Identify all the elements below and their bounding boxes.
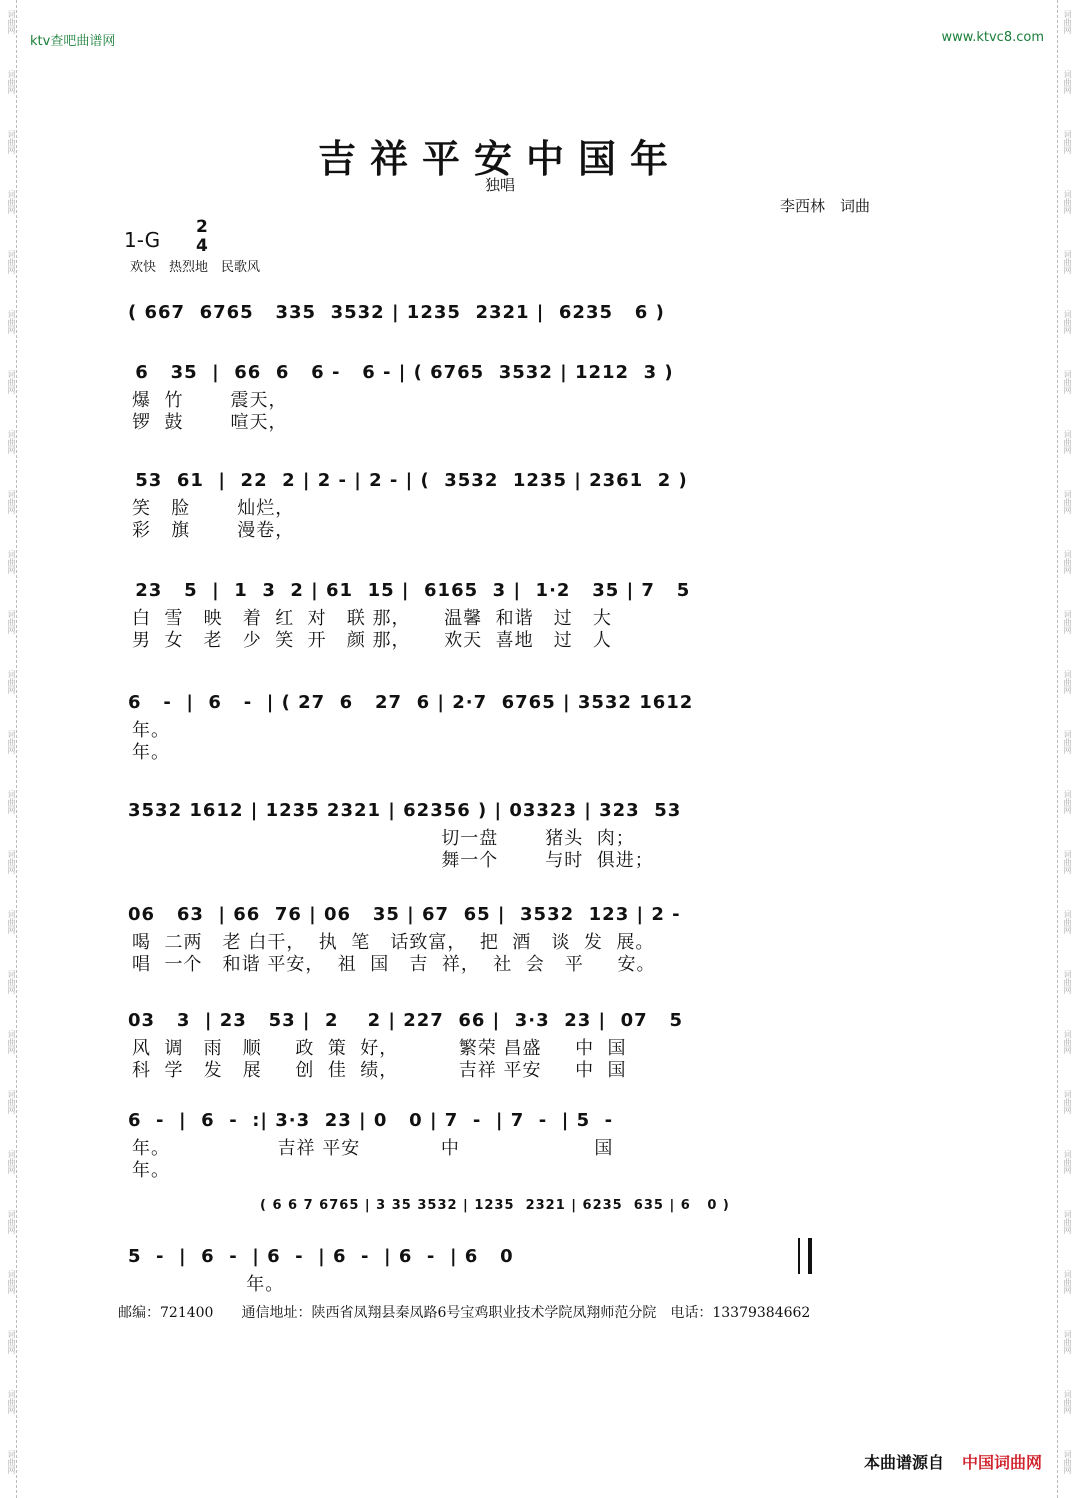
notation: 3532 1612 | 1235 2321 | 62356 ) | 03323 | 323 53 bbox=[128, 800, 682, 821]
lyric-verse-1: 年。 吉祥 平安 中 国 bbox=[132, 1138, 614, 1159]
edge-watermark-text: 词曲网 bbox=[1063, 490, 1072, 514]
contact-info: 邮编：721400 通信地址：陕西省凤翔县秦凤路6号宝鸡职业技术学院凤翔师范分院 电话：13379384662 bbox=[118, 1305, 811, 1321]
edge-watermark-text: 词曲网 bbox=[1063, 910, 1072, 934]
lyric-verse-1: 白 雪 映 着 红 对 联 那， 温馨 和谐 过 大 bbox=[132, 608, 612, 629]
notation: 6 35 | 66 6 6 - 6 - | ( 6765 3532 | 1212 3 ) bbox=[128, 362, 674, 383]
edge-watermark-text: 词曲网 bbox=[1063, 1450, 1072, 1474]
lyric-verse-2: 彩 旗 漫卷， bbox=[132, 520, 295, 541]
lyric-verse-1: 笑 脸 灿烂， bbox=[132, 498, 295, 519]
edge-watermark-text: 词曲网 bbox=[1063, 610, 1072, 634]
edge-watermark-text: 词曲网 bbox=[7, 190, 16, 214]
edge-watermark-text: 词曲网 bbox=[1063, 670, 1072, 694]
edge-watermark-text: 词曲网 bbox=[1063, 790, 1072, 814]
lyric-verse-2: 锣 鼓 喧天， bbox=[132, 412, 288, 433]
lyric-verse-2: 舞一个 与时 俱进； bbox=[132, 850, 654, 871]
edge-watermark-text: 词曲网 bbox=[1063, 970, 1072, 994]
interlude-notation: ( 6 6 7 6765 | 3 35 3532 | 1235 2321 | 6235 635 | 6 0 ) bbox=[260, 1198, 730, 1213]
edge-watermark-text: 词曲网 bbox=[7, 1390, 16, 1414]
song-title: 吉祥平安中国年 bbox=[317, 137, 682, 181]
edge-watermark-text: 词曲网 bbox=[7, 610, 16, 634]
edge-watermark-text: 词曲网 bbox=[7, 130, 16, 154]
notation: 06 63 | 66 76 | 06 35 | 67 65 | 3532 123 | 2 - bbox=[128, 904, 681, 925]
edge-watermark-text: 词曲网 bbox=[7, 70, 16, 94]
edge-watermark-text: 词曲网 bbox=[7, 430, 16, 454]
edge-watermark-text: 词曲网 bbox=[1063, 730, 1072, 754]
edge-watermark-text: 词曲网 bbox=[7, 550, 16, 574]
edge-watermark-text: 词曲网 bbox=[7, 850, 16, 874]
notation: 53 61 | 22 2 | 2 - | 2 - | ( 3532 1235 | 2361 2 ) bbox=[128, 470, 688, 491]
source-site-link[interactable]: 中国词曲网 bbox=[961, 1453, 1042, 1472]
notation: 6 - | 6 - :| 3·3 23 | 0 0 | 7 - | 7 - | 5 - bbox=[128, 1110, 614, 1131]
right-edge-watermark bbox=[1057, 0, 1072, 1498]
edge-watermark-text: 词曲网 bbox=[1063, 130, 1072, 154]
lyric-verse-1: 切一盘 猪头 肉； bbox=[132, 828, 635, 849]
notation: 23 5 | 1 3 2 | 61 15 | 6165 3 | 1·2 35 | 7 5 bbox=[128, 580, 691, 601]
edge-watermark-text: 词曲网 bbox=[1063, 1330, 1072, 1354]
edge-watermark-text: 词曲网 bbox=[1063, 1210, 1072, 1234]
edge-watermark-text: 词曲网 bbox=[1063, 310, 1072, 334]
time-sig-top: 2 bbox=[196, 217, 208, 237]
edge-watermark-text: 词曲网 bbox=[1063, 1150, 1072, 1174]
song-author: 李西林 词曲 bbox=[780, 197, 871, 215]
lyric-verse-2: 年。 bbox=[132, 742, 170, 763]
time-sig-bottom: 4 bbox=[196, 236, 208, 256]
edge-watermark-text: 词曲网 bbox=[1063, 850, 1072, 874]
edge-watermark-text: 词曲网 bbox=[1063, 1390, 1072, 1414]
notation: 03 3 | 23 53 | 2 2 | 227 66 | 3·3 23 | 07 5 bbox=[128, 1010, 683, 1031]
edge-watermark-text: 词曲网 bbox=[1063, 10, 1072, 34]
lyric-verse-2: 唱 一个 和谐 平安， 祖 国 吉 祥， 社 会 平 安。 bbox=[132, 954, 656, 975]
edge-watermark-text: 词曲网 bbox=[7, 1030, 16, 1054]
edge-watermark-text: 词曲网 bbox=[7, 1150, 16, 1174]
lyric-verse-2: 年。 bbox=[132, 1160, 170, 1181]
edge-watermark-text: 词曲网 bbox=[1063, 1090, 1072, 1114]
lyric-verse-1: 喝 二两 老 白干， 执 笔 话致富， 把 酒 谈 发 展。 bbox=[132, 932, 655, 953]
edge-watermark-text: 词曲网 bbox=[7, 1210, 16, 1234]
lyric-verse-1: 爆 竹 震天， bbox=[132, 390, 288, 411]
notation: 6 - | 6 - | ( 27 6 27 6 | 2·7 6765 | 3532 1612 bbox=[128, 692, 694, 713]
edge-watermark-text: 词曲网 bbox=[1063, 430, 1072, 454]
lyric-verse-1: 年。 bbox=[132, 720, 170, 741]
lyric-verse-1: 风 调 雨 顺 政 策 好， 繁荣 昌盛 中 国 bbox=[132, 1038, 627, 1059]
edge-watermark-text: 词曲网 bbox=[1063, 190, 1072, 214]
lyric-verse-2: 男 女 老 少 笑 开 颜 那， 欢天 喜地 过 人 bbox=[132, 630, 612, 651]
song-subtitle: 独唱 bbox=[484, 176, 515, 194]
time-signature bbox=[196, 218, 208, 256]
tempo-marking: 欢快 热烈地 民歌风 bbox=[130, 260, 261, 275]
edge-watermark-text: 词曲网 bbox=[7, 10, 16, 34]
edge-watermark-text: 词曲网 bbox=[7, 910, 16, 934]
edge-watermark-text: 词曲网 bbox=[7, 730, 16, 754]
edge-watermark-text: 词曲网 bbox=[1063, 250, 1072, 274]
source-label: 本曲谱源自 bbox=[863, 1453, 944, 1472]
header-site-name[interactable]: ktv查吧曲谱网 bbox=[30, 34, 116, 49]
edge-watermark-text: 词曲网 bbox=[7, 250, 16, 274]
edge-watermark-text: 词曲网 bbox=[7, 790, 16, 814]
final-barline bbox=[798, 1238, 812, 1274]
edge-watermark-text: 词曲网 bbox=[1063, 550, 1072, 574]
notation: 5 - | 6 - | 6 - | 6 - | 6 - | 6 0 bbox=[128, 1246, 514, 1267]
edge-watermark-text: 词曲网 bbox=[7, 370, 16, 394]
source-credit bbox=[864, 1450, 1042, 1473]
lyric-verse-2: 科 学 发 展 创 佳 绩， 吉祥 平安 中 国 bbox=[132, 1060, 627, 1081]
edge-watermark-text: 词曲网 bbox=[7, 490, 16, 514]
edge-watermark-text: 词曲网 bbox=[7, 1330, 16, 1354]
edge-watermark-text: 词曲网 bbox=[1063, 370, 1072, 394]
edge-watermark-text: 词曲网 bbox=[7, 1450, 16, 1474]
key-signature: 1-G bbox=[124, 228, 161, 252]
left-edge-watermark bbox=[2, 0, 17, 1498]
lyric-verse-1: 年。 bbox=[132, 1274, 285, 1295]
edge-watermark-text: 词曲网 bbox=[7, 1270, 16, 1294]
edge-watermark-text: 词曲网 bbox=[7, 310, 16, 334]
notation: ( 667 6765 335 3532 | 1235 2321 | 6235 6 ) bbox=[128, 302, 665, 323]
edge-watermark-text: 词曲网 bbox=[7, 1090, 16, 1114]
edge-watermark-text: 词曲网 bbox=[1063, 1030, 1072, 1054]
edge-watermark-text: 词曲网 bbox=[7, 670, 16, 694]
edge-watermark-text: 词曲网 bbox=[1063, 70, 1072, 94]
header-site-url[interactable]: www.ktvc8.com bbox=[941, 30, 1044, 45]
edge-watermark-text: 词曲网 bbox=[1063, 1270, 1072, 1294]
edge-watermark-text: 词曲网 bbox=[7, 970, 16, 994]
